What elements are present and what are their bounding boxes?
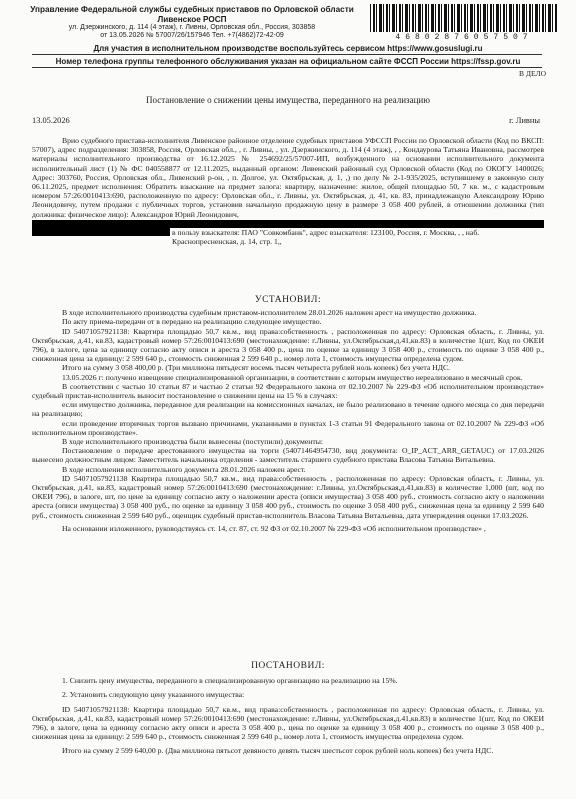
paragraph: В ходе исполнительного производства были вынесены (поступили) документы: <box>62 437 324 447</box>
paragraph: 13.05.2026 г: получено извещение специализированной организации, в соответствии с которым имущество нереализовано в месячный срок. <box>62 372 523 382</box>
paragraph: Постановление о передаче арестованного имущества на торги (54071464954730, вид документа: O_IP_ACT_ARR_GETAUC) от 17.03.2026 вынесено должностным лицом: Заместитель начальника отделения - заместитель старшего судебного пристава Власова Татьяна Витальевна. <box>32 446 544 465</box>
resolution-item: 1. Снизить цену имущества, переданного в специализированную организацию на реализацию на 15%. <box>62 676 398 686</box>
org-name: Управление Федеральной службы судебных приставов по Орловской области <box>30 5 354 14</box>
intro-paragraph: Врио судебного пристава-исполнителя Ливенское районное отделение судебных приставов УФССП России по Орловской области (Код по ВКСП: 57007), адрес подразделения: 303858, Россия, Орловская обл., , г. Ливны, , ул. Дзержинского, д. 114 (4 этаж), , , Кондаурова Татьяна Ивановна, рассмотрев материалы исполнительного производства от 16.12.2025 № 254692/25/57007-ИП, возбужденного на основании исполнительного документа исполнительный лист (1) № ФС 040558877 от 12.11.2025, выданный органом: Ливенский районный суд Орловской области (Код по ОКОГУ 1400026; Адрес: 303760, Россия, Орловская обл., Ливенский р-он, , п. Долгое, ул. Октябрьская, д. 1, ,) по делу № 2-1-935/2025, вступившему в законную силу 06.11.2025, предмет исполнения: Обратить взыскание на предмет залога: квартиру, назначение: жилое, общей площадью 50, 7 кв. м., с кадастровым номером 57:26:0010413:690, расположенную по адресу: Орловская обл., г. Ливны, ул. Октябрьская, д. 41, кв. 83, принадлежащую Александрову Юрию Леонидовичу, путем продажи с публичных торгов, установив начальную продажную цену в размере 3 058 400 рублей, в отношении должника (тип должника: физическое лицо): Александров Юрий Леонидович, <box>32 136 544 219</box>
gosuslugi-line: Для участия в исполнительном производстве воспользуйтесь сервисом https://www.gosuslugi.ru <box>93 44 483 53</box>
paragraph: На основании изложенного, руководствуясь ст. 14, ст. 87, ст. 92 ФЗ от 02.10.2007 № 229-ФЗ «Об исполнительном производстве» , <box>62 523 486 533</box>
org-address: ул. Дзержинского, д. 114 (4 этаж), г. Ливны, Орловская обл., Россия, 303858 <box>68 24 316 31</box>
redaction-bar <box>32 228 170 236</box>
document-date: 13.05.2026 <box>32 116 70 125</box>
divider <box>32 67 542 68</box>
barcode-number: 46802876057507 <box>395 33 533 42</box>
paragraph: если проведение вторичных торгов вызвано причинами, указанными в пунктах 1-3 статьи 91 Федерального закона от 02.10.2007 № 229-ФЗ «Об исполнительном производстве». <box>32 418 544 437</box>
paragraph: Итого на сумму 3 058 400,00 р. (Три миллиона пятьдесят восемь тысяч четыреста рублей ноль копеек) без учета НДС. <box>62 363 451 373</box>
creditor-line <box>32 228 544 246</box>
resolution-item: Итого на сумму 2 599 640,00 р. (Два миллиона пятьсот девяносто девять тысяч шестьсот сорок рублей ноль копеек) без учета НДС. <box>62 746 494 756</box>
dept-name: Ливенское РОСП <box>157 14 227 24</box>
paragraph: если имущество должника, переданное для реализации на комиссионных началах, не было реализовано в течение одного месяца со дня передачи на реализацию; <box>32 400 544 419</box>
postanovil-section <box>32 662 544 756</box>
paragraph: ID 54071057921138 Квартира площадью 50,7 кв.м., вид права:собственность , расположенная по адресу: Орловская область, г. Ливны, ул. Октябрьская, д.41, кв.83, кадастровый номер 57:26:0010413:690 (местонахождение: г.Ливны, ул.Октябрьская,д.41,кв.83) в количестве 1,000 (шт, код по ОКЕИ 796), в залоге, шт, по цене за единицу согласно акту о наложении ареста (описи имущества) 3 058 400 руб., стоимость согласно акту о наложении ареста (описи имущества) 3 058 400 руб., по оценке за единицу 3 058 400 руб., стоимость по оценке 3 058 400 руб., сниженная цена за единицу 2 599 640 руб., стоимость сниженная 2 599 640 руб., оценщик судебный пристав-исполнитель Власова Татьяна Витальевна, дата утверждения оценки 17.03.2026. <box>32 473 544 520</box>
redacted-line <box>32 219 544 228</box>
paragraph: В ходе исполнения исполнительного документа 28.01.2026 наложен арест. <box>62 464 306 474</box>
resolution-item: ID 54071057921138: Квартира площадью 50,7 кв.м., вид права:собственность , расположенная по адресу: Орловская область, г. Ливны, ул. Октябрьская, д.41, кв.83, кадастровый номер 57:26:0010413:690 (местонахождение: г.Ливны, ул.Октябрьская,д.41,кв.83) в количестве 1(шт, Код по ОКЕИ 796), в залоге, цена за единицу согласно акту описи и ареста 3 058 400 р., цена по оценке за единицу 3 058 400 р., стоимость по оценке 3 058 400 р., сниженная цена за единицу: 2 599 640 р., стоимость сниженная 2 599 640 р., номер лота 1, стоимость имущества определена судом. <box>32 704 544 742</box>
barcode <box>370 4 558 42</box>
document-city: г. Ливны <box>509 116 540 125</box>
paragraph: В соответствии с частью 10 статьи 87 и частью 2 статьи 92 Федерального закона от 02.10.2007 № 229-ФЗ «Об исполнительном производстве» судебный пристав-исполнитель выносит постановление о снижении цены на 15 % в случаях: <box>32 381 544 401</box>
divider <box>32 54 542 55</box>
barcode-bars <box>370 4 558 32</box>
org-phone-line: от 13.05.2026 № 57007/26/157946 Тел. +7(4862)72-42-09 <box>100 32 284 40</box>
resolution-item: 2. Установить следующую цену указанного имущества: <box>62 690 245 700</box>
postanovil-heading: ПОСТАНОВИЛ: <box>251 661 325 671</box>
paragraph: В ходе исполнительного производства судебным приставом-исполнителем 28.01.2026 наложен арест на имущество должника. <box>62 308 477 318</box>
intro-block <box>32 136 544 246</box>
phone-group-line: Номер телефона группы телефонного обслуживания указан на официальном сайте ФССП России https://fssp.gov.ru <box>55 57 521 66</box>
v-delo-mark: В ДЕЛО <box>519 69 546 78</box>
document-title: Постановление о снижении цены имущества, переданного на реализацию <box>146 95 430 105</box>
paragraph: По акту приема-передачи от в передано на реализацию следующее имущество. <box>62 317 322 327</box>
creditor-text: в пользу взыскателя: ПАО "Совкомбанк", адрес взыскателя: 123100, Россия, г. Москва, , , наб. Краснопресненская, д. 14, стр. 1,, <box>172 227 480 247</box>
ustanovil-section <box>32 296 544 533</box>
ustanovil-heading: УСТАНОВИЛ: <box>254 295 322 305</box>
paragraph: ID 54071057921138: Квартира площадью 50,7 кв.м., вид права:собственность , расположенная по адресу: Орловская область, г. Ливны, ул. Октябрьская, д.41, кв.83, кадастровый номер 57:26:0010413:690 (местонахождение: г.Ливны, ул.Октябрьская,д.41,кв.83) в количестве 1(шт, Код по ОКЕИ 796), в залоге, цена за единицу согласно акту описи и ареста 3 058 400 р., цена по оценке за единицу 3 058 400 р., стоимость по оценке 3 058 400 р., сниженная цена за единицу: 2 599 640 р., стоимость сниженная 2 599 640 р., номер лота 1, стоимость имущества определена судом. <box>32 326 544 364</box>
letterhead <box>22 5 362 40</box>
